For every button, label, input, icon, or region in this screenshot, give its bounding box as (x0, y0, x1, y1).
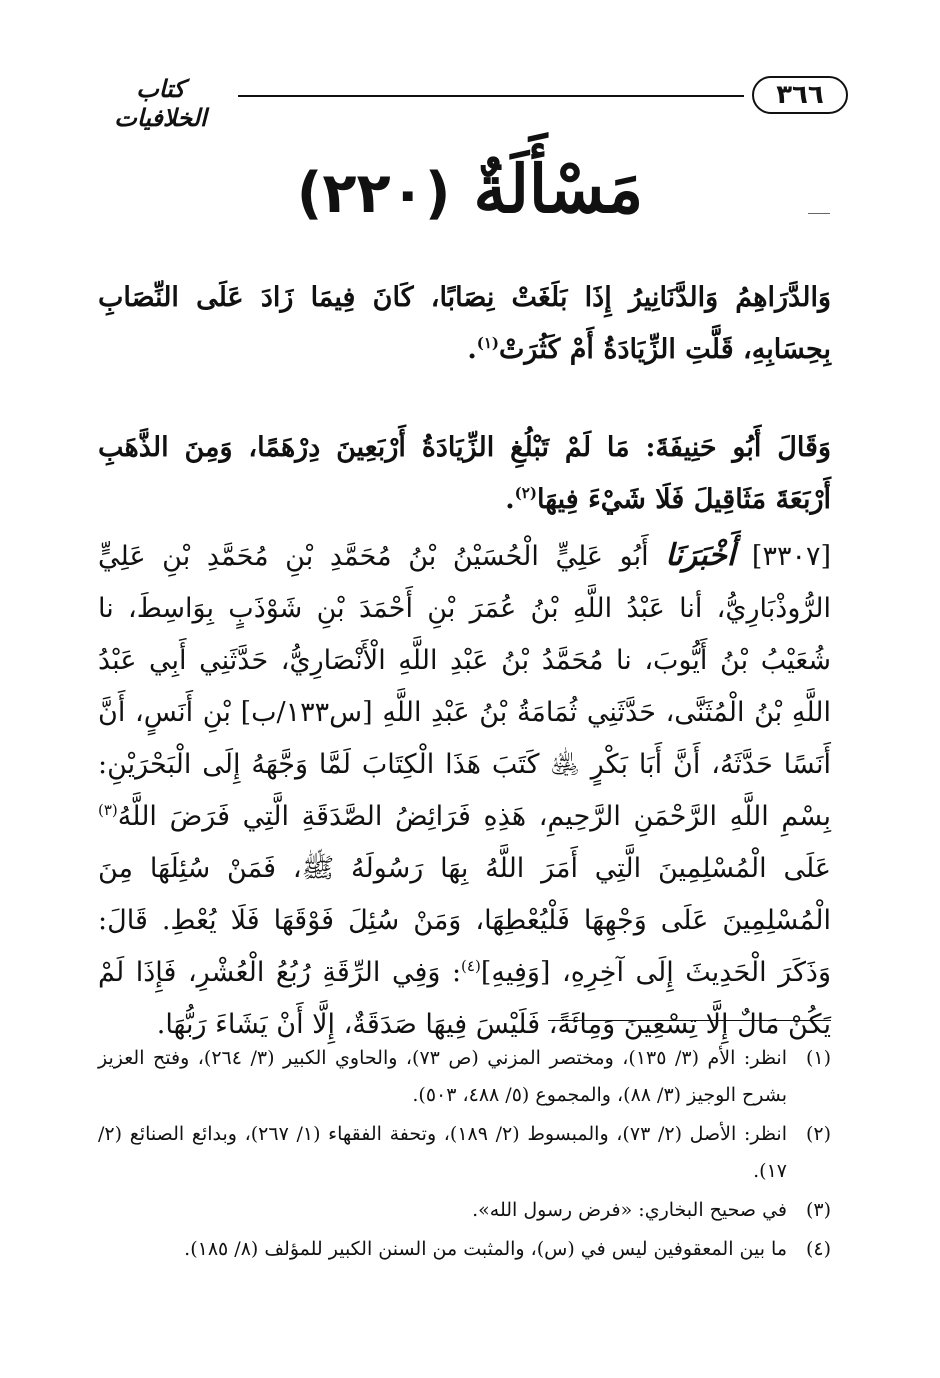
abu-hanifa-text: وَقَالَ أَبُو حَنِيفَةَ: مَا لَمْ تَبْلُغِ الزِّيَادَةُ أَرْبَعِينَ دِرْهَمًا، وَمِنَ الذَّهَبِ أَرْبَعَةَ مَثَاقِيلَ فَلَا شَيْءَ فِيهَا (98, 432, 831, 515)
footnote-ref-1: (١) (476, 334, 499, 352)
footnote-item (98, 1192, 831, 1229)
footnote-text: في صحيح البخاري: «فرض رسول الله». (472, 1199, 787, 1221)
hadith-narration (98, 530, 831, 1051)
footnote-text: انظر: الأصل (٢/ ٧٣)، والمبسوط (٢/ ١٨٩)، وتحفة الفقهاء (١/ ٢٦٧)، وبدائع الصنائع (٢/ ١٧). (98, 1123, 787, 1182)
footnote-item (98, 1040, 831, 1114)
footnote-number: (١) (805, 1047, 831, 1069)
footnote-ref-4: (٤) (461, 957, 481, 975)
footnote-number: (٣) (805, 1199, 831, 1221)
book-title: كتاب الخلافيات (114, 74, 207, 132)
footnote-item (98, 1231, 831, 1268)
manuscript-marker: [س١٣٣/ب] (240, 697, 373, 728)
hadith-text-c: عَلَى الْمُسْلِمِينَ الَّتِي أَمَرَ اللَّهُ بِهَا رَسُولَهُ ﷺ، فَمَنْ سُئِلَهَا مِنَ الْمُسْلِمِينَ عَلَى وَجْهِهَا فَلْيُعْطِهَا، وَمَنْ سُئِلَ فَوْقَهَا فَلَا يُعْطِ. قَالَ: وَذَكَرَ الْحَدِيثَ إِلَى آخِرِهِ، [وَفِيهِ] (98, 853, 831, 988)
footnote-item (98, 1116, 831, 1190)
issue-statement-text: وَالدَّرَاهِمُ وَالدَّنَانِيرُ إِذَا بَلَغَتْ نِصَابًا، كَانَ فِيمَا زَادَ عَلَى النِّصَابِ بِحِسَابِهِ، قَلَّتِ الزِّيَادَةُ أَمْ كَثُرَتْ (98, 282, 831, 365)
footnote-ref-3: (٣) (98, 801, 118, 819)
margin-tick (808, 213, 830, 214)
page-number: ٣٦٦ (752, 76, 848, 114)
footnote-number: (٤) (805, 1238, 831, 1260)
footnote-ref-2: (٢) (514, 484, 537, 502)
hadith-text-d: : وَفِي الرِّقَةِ رُبُعُ الْعُشْرِ، فَإِذَا لَمْ يَكُنْ مَالٌ إِلَّا تِسْعِينَ وَمِائَةً، فَلَيْسَ فِيهَا صَدَقَةٌ، إِلَّا أَنْ يَشَاءَ رَبُّهَا. (98, 957, 831, 1040)
masala-word: مَسْأَلَةٌ (473, 150, 644, 228)
abu-hanifa-end: . (505, 484, 515, 515)
hadith-lead-word: أَخْبَرَنَا (665, 538, 736, 573)
footnote-separator (548, 1020, 831, 1021)
page-header (88, 70, 848, 132)
hadith-text-b: بْنِ أَنَسٍ، أَنَّ أَنَسًا حَدَّثَهُ، أَنَّ أَبَا بَكْرٍ ﵁ كَتَبَ هَذَا الْكِتَابَ لَمَّا وَجَّهَهُ إِلَى الْبَحْرَيْنِ: بِسْمِ اللَّهِ الرَّحْمَنِ الرَّحِيمِ، هَذِهِ فَرَائِضُ الصَّدَقَةِ الَّتِي فَرَضَ اللَّهُ (98, 697, 831, 832)
header-rule (238, 95, 744, 97)
masala-number: (٢٢٠) (296, 161, 451, 226)
issue-statement (98, 272, 831, 376)
hadith-chain: أَبُو عَلِيٍّ الْحُسَيْنُ بْنُ مُحَمَّدِ بْنِ مُحَمَّدِ بْنِ عَلِيٍّ الرُّوذْبَارِيُّ، أنا عَبْدُ اللَّهِ بْنُ عُمَرَ بْنِ أَحْمَدَ بْنِ شَوْذَبٍ بِوَاسِطَ، نا شُعَيْبُ بْنُ أَيُّوبَ، نا مُحَمَّدُ بْنُ عَبْدِ اللَّهِ الْأَنْصَارِيُّ، حَدَّثَنِي أَبِي عَبْدُ اللَّهِ بْنُ الْمُثَنَّى، حَدَّثَنِي ثُمَامَةُ بْنُ عَبْدِ اللَّهِ (98, 541, 831, 728)
footnote-text: انظر: الأم (٣/ ١٣٥)، ومختصر المزني (ص ٧٣)، والحاوي الكبير (٣/ ٢٦٤)، وفتح العزيز بشرح الوجيز (٣/ ٨٨)، والمجموع (٥/ ٤٨٨، ٥٠٣). (98, 1047, 787, 1106)
masala-heading (0, 150, 940, 229)
footnote-number: (٢) (805, 1123, 831, 1145)
footnote-text: ما بين المعقوفين ليس في (س)، والمثبت من السنن الكبير للمؤلف (٨/ ١٨٥). (184, 1238, 787, 1260)
footnotes (98, 1040, 831, 1270)
issue-statement-end: . (467, 334, 477, 365)
abu-hanifa-opinion (98, 422, 831, 526)
hadith-number: [٣٣٠٧] (751, 541, 831, 572)
